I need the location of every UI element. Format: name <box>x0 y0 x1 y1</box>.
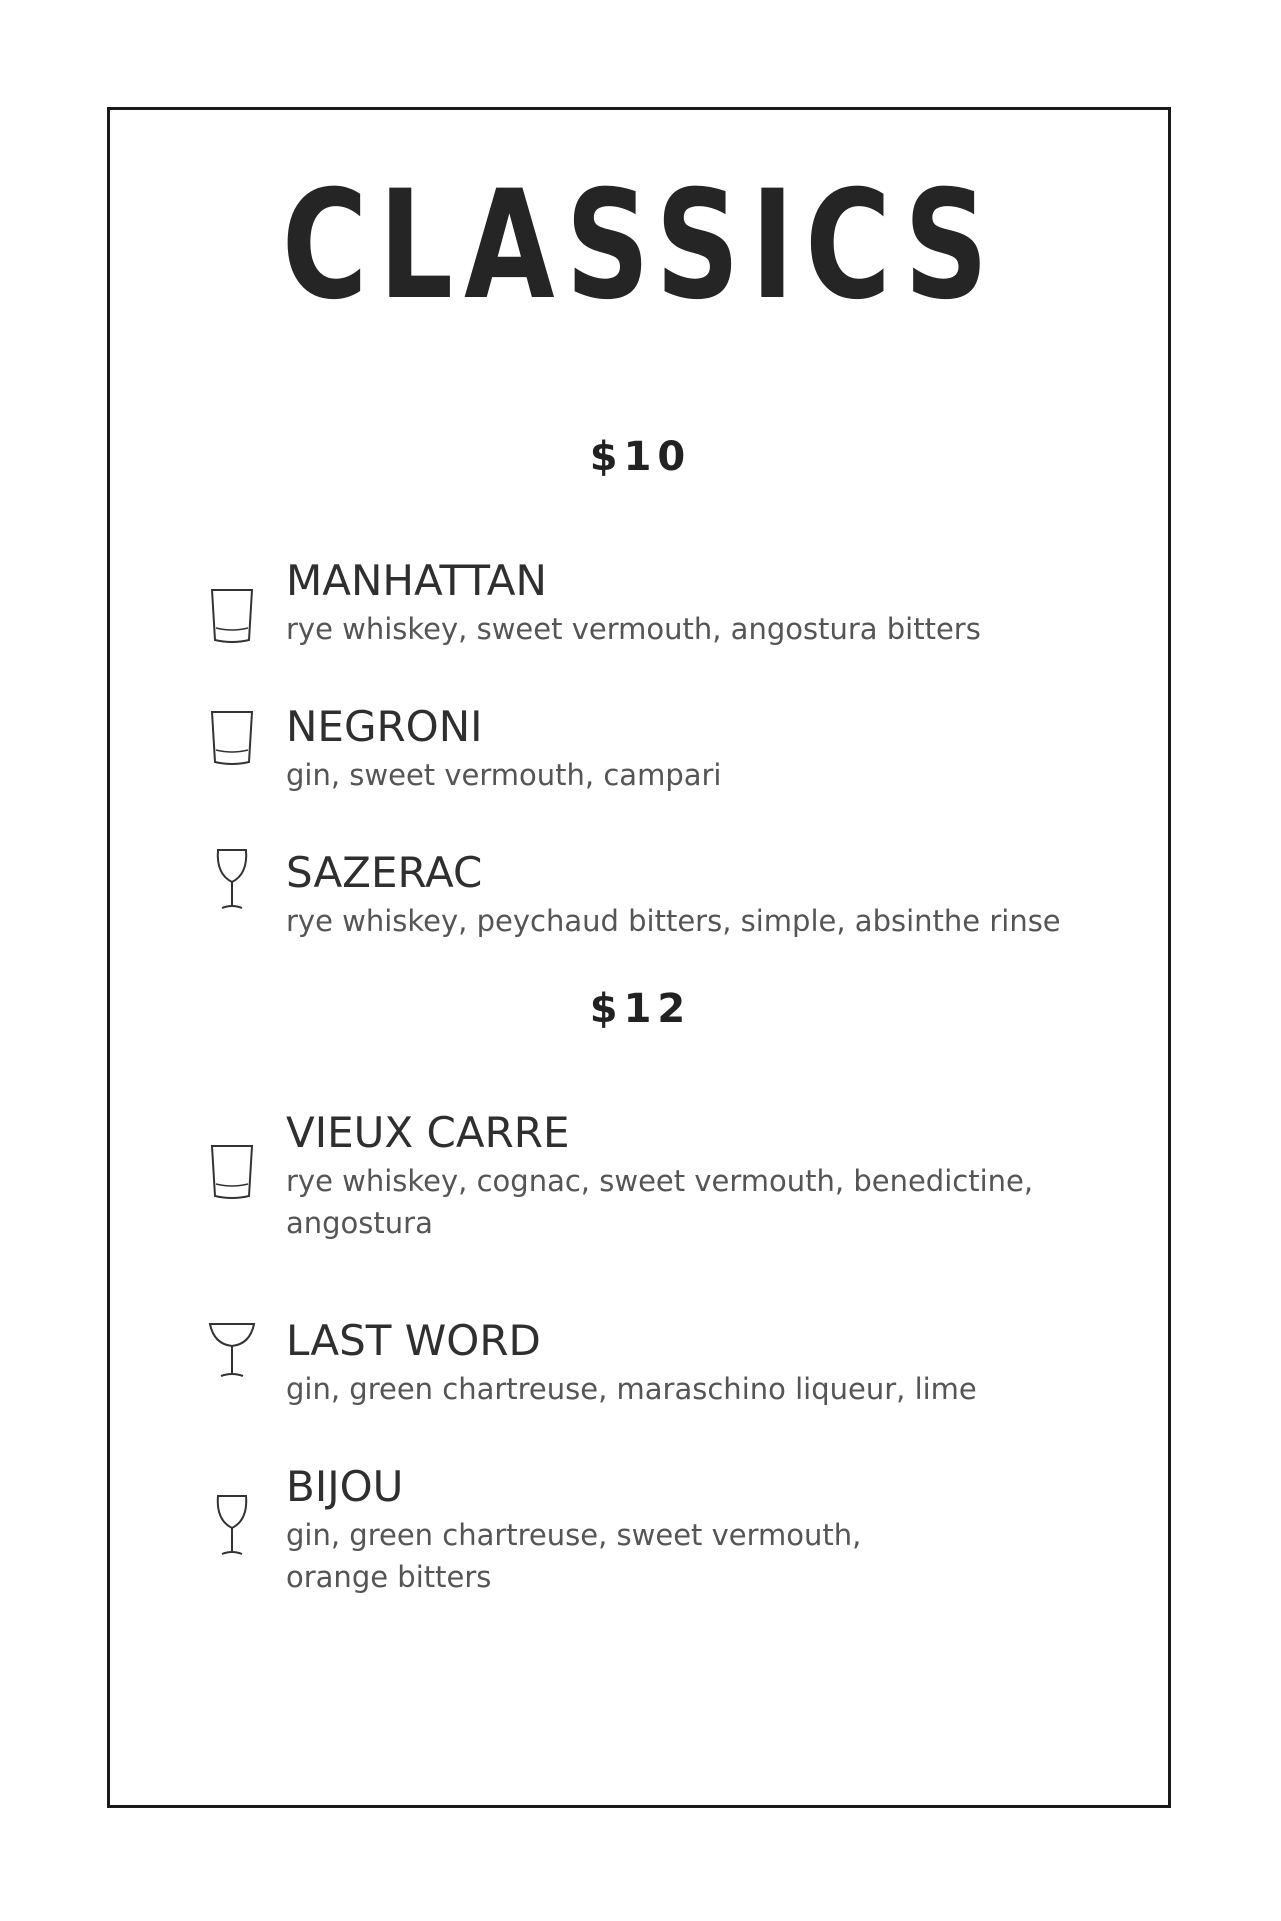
item-name: SAZERAC <box>286 848 483 897</box>
item-name: LAST WORD <box>286 1316 541 1365</box>
section-price-10: $10 <box>589 434 692 480</box>
menu-title: CLASSICS <box>281 159 1000 333</box>
item-description: rye whiskey, peychaud bitters, simple, absinthe rinse <box>286 904 1061 938</box>
section-price-12: $12 <box>589 986 692 1032</box>
item-name: NEGRONI <box>286 702 483 751</box>
item-description: gin, sweet vermouth, campari <box>286 758 722 792</box>
item-description: rye whiskey, cognac, sweet vermouth, benedictine, angostura <box>286 1164 1034 1240</box>
item-description: gin, green chartreuse, maraschino liqueur, lime <box>286 1372 977 1406</box>
item-name: VIEUX CARRE <box>286 1108 570 1157</box>
wine-glass-icon <box>206 1490 258 1560</box>
rocks-glass-icon <box>206 580 258 650</box>
coupe-glass-icon <box>206 1314 258 1384</box>
rocks-glass-icon <box>206 1136 258 1206</box>
item-description: rye whiskey, sweet vermouth, angostura bitters <box>286 612 981 646</box>
rocks-glass-icon <box>206 702 258 772</box>
wine-glass-icon <box>206 844 258 914</box>
item-description: gin, green chartreuse, sweet vermouth, orange bitters <box>286 1518 862 1594</box>
item-name: BIJOU <box>286 1462 404 1511</box>
item-name: MANHATTAN <box>286 556 547 605</box>
